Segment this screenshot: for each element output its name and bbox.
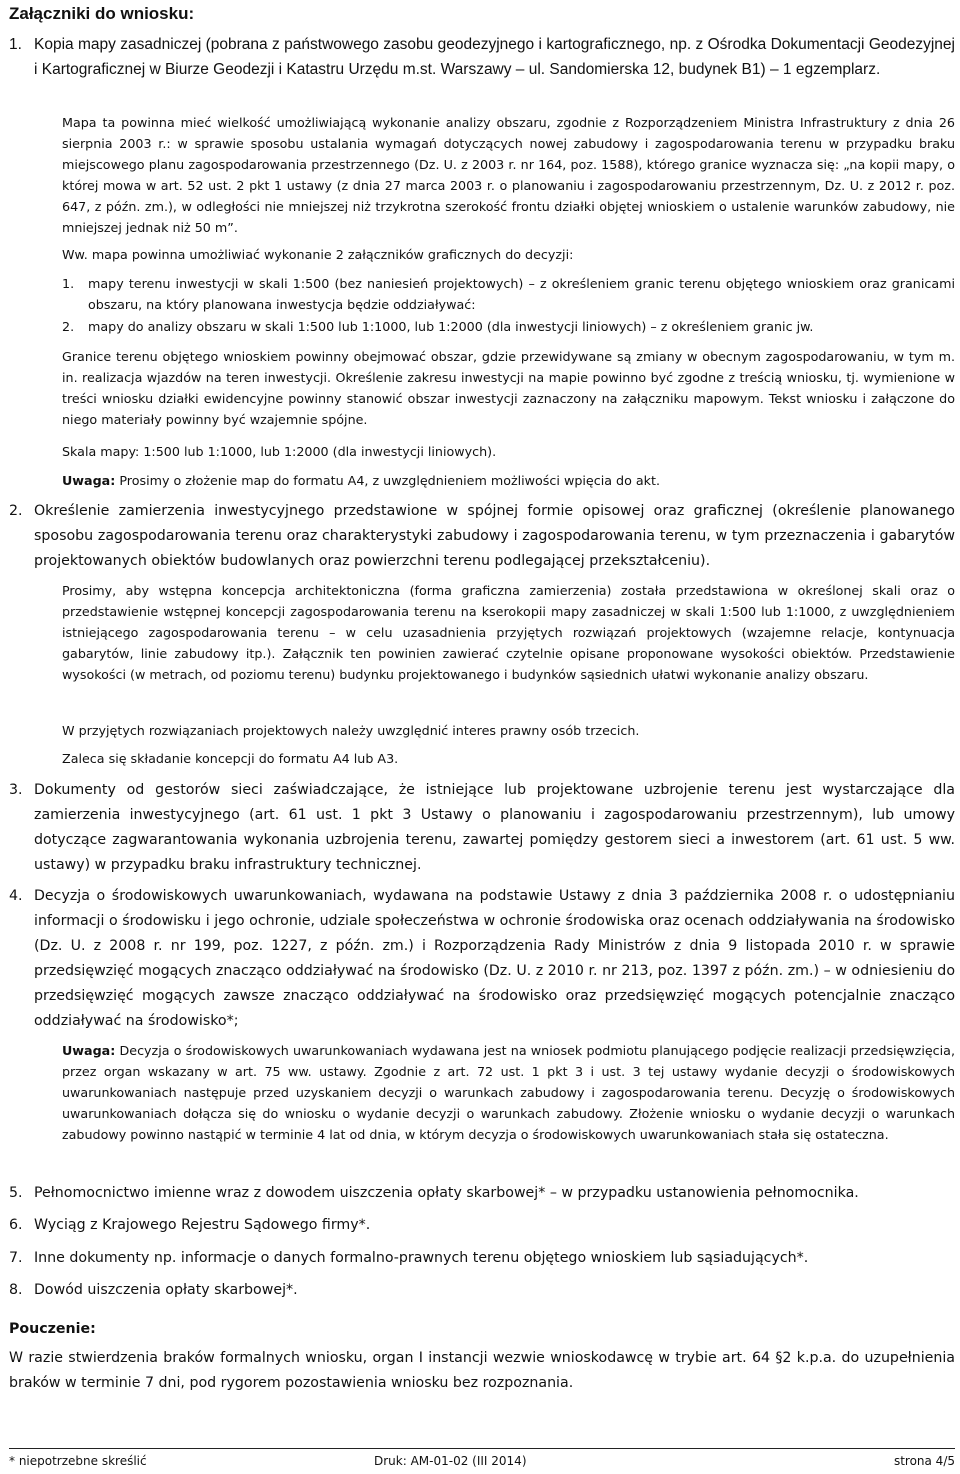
note-text: Prosimy o złożenie map do formatu A4, z uwzględnieniem możliwości wpięcia do akt. [115, 473, 661, 488]
item-text: Dokumenty od gestorów sieci zaświadczające, że istniejące lub projektowane uzbrojenie terenu jest wystarczające dla zamierzenia inwestycyjnego (art. 61 ust. 1 pkt 3 Ustawy o planowaniu i zagospodarowaniu przestrzennym), lub umowy dotyczące zagwarantowania wykonania uzbrojenia terenu, zawartej pomiędzy gestorem sieci a inwestorem (art. 61 ust. 5 ww. ustawy) w przypadku braku infrastruktury technicznej. [34, 782, 955, 873]
sub-item-text: mapy terenu inwestycji w skali 1:500 (bez naniesień projektowych) – z określeniem granic terenu objętego wnioskiem oraz granicami obszaru, na który planowana inwestycja będzie oddziaływać: [88, 276, 955, 312]
item-number: 6. [9, 1217, 23, 1233]
footer-divider [9, 1448, 955, 1449]
map-requirements-block [62, 112, 955, 265]
map-attachments-intro: Ww. mapa powinna umożliwiać wykonanie 2 załączników graficznych do decyzji: [62, 247, 574, 262]
note-label: Uwaga: [62, 1043, 116, 1058]
item-number: 3. [9, 782, 23, 798]
note-label: Uwaga: [62, 473, 116, 488]
concept-paragraph: Prosimy, aby wstępna koncepcja architektoniczna (forma graficzna zamierzenia) została przedstawiona w określonej skali oraz o przedstawienie wstępnej koncepcji zagospodarowania terenu na kserokopii mapy zasadniczej w skali 1:500 lub 1:1000, z uwzględnieniem istniejącego zagospodarowania terenu – w celu uzasadnienia przyjętych rozwiązań projektowych (wzajemne relacje, kontynuacja gabarytów, linie zabudowy itp.). Załącznik ten powinien zawierać czytelnie opisane proponowane wysokości obiektów. Przedstawienie wysokości (w metrach, od poziomu terenu) budynku projektowanego i budynków sąsiednich ułatwi wykonanie analizy obszaru. [62, 583, 955, 682]
item-text: Kopia mapy zasadniczej (pobrana z państwowego zasobu geodezyjnego i kartograficznego, np. z Ośrodka Dokumentacji Geodezyjnej i Kartograficznej w Biurze Geodezji i Katastru Urzędu m.st. Warszawy – ul. Sandomierska 12, budynek B1) – 1 egzemplarz. [34, 36, 955, 78]
item-text: Wyciąg z Krajowego Rejestru Sądowego firmy*. [34, 1217, 371, 1233]
list-item-7 [9, 1246, 955, 1271]
third-party-paragraph: W przyjętych rozwiązaniach projektowych należy uwzględnić interes prawny osób trzecich. [62, 723, 640, 738]
instruction-title: Pouczenie: [9, 1321, 96, 1337]
item-number: 4. [9, 888, 23, 904]
map-scale-note: Skala mapy: 1:500 lub 1:1000, lub 1:2000 (dla inwestycji liniowych). [62, 444, 497, 459]
format-paragraph: Zaleca się składanie koncepcji do formatu A4 lub A3. [62, 751, 399, 766]
item-number: 8. [9, 1282, 23, 1298]
form-code: Druk: AM-01-02 (III 2014) [374, 1454, 527, 1468]
sub-item-2 [62, 316, 955, 337]
attachments-heading: Załączniki do wniosku: [9, 4, 195, 23]
item-number: 2. [9, 503, 23, 519]
item-number: 7. [9, 1250, 23, 1266]
list-item-8 [9, 1278, 955, 1303]
environmental-note [62, 1040, 955, 1145]
item-text: Inne dokumenty np. informacje o danych formalno-prawnych terenu objętego wnioskiem lub sąsiadujących*. [34, 1250, 809, 1266]
list-item-2 [9, 499, 955, 574]
sub-item-1 [62, 273, 955, 315]
boundaries-paragraph: Granice terenu objętego wnioskiem powinny obejmować obszar, gdzie przewidywane są zmiany w obecnym zagospodarowaniu, w tym m. in. realizacja wjazdów na teren inwestycji. Określenie zakresu inwestycji na mapie powinno być zgodne z treścią wniosku, tj. wymienione w treści wniosku działki ewidencyjne powinny stanowić obszar inwestycji zaznaczony na załączniku mapowym. Tekst wniosku i załączone do niego materiały powinny być wzajemnie spójne. [62, 349, 955, 427]
note-paragraph [62, 470, 955, 491]
list-item-1 [9, 32, 955, 82]
item-text: Określenie zamierzenia inwestycyjnego przedstawione w spójnej formie opisowej oraz graficznej (określenie planowanego sposobu zagospodarowania terenu oraz charakterystyki zabudowy i zagospodarowania terenu, w tym przeznaczenia i gabarytów projektowanych obiektów budowlanych oraz powierzchni terenu podlegającej przekształceniu). [34, 503, 955, 569]
footer-note: * niepotrzebne skreślić [9, 1454, 147, 1468]
note-text: Decyzja o środowiskowych uwarunkowaniach wydawana jest na wniosek podmiotu planującego podjęcie realizacji przedsięwzięcia, przez organ wskazany w art. 75 ww. ustawy. Zgodnie z art. 72 ust. 1 pkt 3 i ust. 3 tej ustawy wydanie decyzji o środowiskowych uwarunkowaniach następuje przed uzyskaniem decyzji o warunkach zabudowy i zagospodarowania terenu. Decyzję o środowiskowych uwarunkowaniach dołącza się do wniosku o wydanie decyzji o warunkach zabudowy. Złożenie wniosku o wydanie decyzji o warunkach zabudowy powinno nastąpić w terminie 4 lat od dnia, w którym decyzja o środowiskowych uwarunkowaniach stała się ostateczna. [62, 1043, 955, 1142]
item-number: 1. [9, 36, 22, 53]
item-number: 5. [9, 1185, 23, 1201]
instruction-text: W razie stwierdzenia braków formalnych wniosku, organ I instancji wezwie wnioskodawcę w trybie art. 64 §2 k.p.a. do uzupełnienia braków w terminie 7 dni, pod rygorem pozostawienia wniosku bez rozpoznania. [9, 1350, 955, 1391]
item-text: Dowód uiszczenia opłaty skarbowej*. [34, 1282, 298, 1298]
page-number: strona 4/5 [893, 1454, 955, 1468]
list-item-6 [9, 1213, 955, 1238]
sub-item-text: mapy do analizy obszaru w skali 1:500 lub 1:1000, lub 1:2000 (dla inwestycji liniowych) – z określeniem granic jw. [88, 319, 814, 334]
map-requirements-paragraph: Mapa ta powinna mieć wielkość umożliwiającą wykonanie analizy obszaru, zgodnie z Rozporządzeniem Ministra Infrastruktury z dnia 26 sierpnia 2003 r.: w sprawie sposobu ustalania wymagań dotyczących nowej zabudowy i zagospodarowania terenu w przypadku braku miejscowego planu zagospodarowania przestrzennego (Dz. U. z 2003 r. nr 164, poz. 1588), którego granice wyznacza się: „na kopii mapy, o której mowa w art. 52 ust. 2 pkt 1 ustawy (z dnia 27 marca 2003 r. o planowaniu i zagospodarowaniu przestrzennym, Dz. U. z 2012 r. poz. 647, z późn. zm.), w odległości nie mniejszej niż trzykrotna szerokość frontu działki objętej wnioskiem o ustalenie warunków zabudowy, nie mniejszej jednak niż 50 m”. [62, 115, 955, 235]
item-text: Decyzja o środowiskowych uwarunkowaniach, wydawana na podstawie Ustawy z dnia 3 października 2008 r. o udostępnianiu informacji o środowisku i jego ochronie, udziale społeczeństwa w ochronie środowiska oraz ocenach oddziaływania na środowisko (Dz. U. z 2008 r. nr 199, poz. 1227, z późn. zm.) i Rozporządzenia Rady Ministrów z dnia 9 listopada 2010 r. w sprawie przedsięwzięć mogących znacząco oddziaływać na środowisko (Dz. U. z 2010 r. nr 213, poz. 1397 z późn. zm.) – w odniesieniu do przedsięwzięć mogących zawsze znacząco oddziaływać na środowisko oraz przedsięwzięć mogących potencjalnie znacząco oddziaływać na środowisko*; [34, 888, 955, 1029]
sub-item-number: 1. [62, 276, 75, 291]
list-item-3 [9, 778, 955, 878]
item-text: Pełnomocnictwo imienne wraz z dowodem uiszczenia opłaty skarbowej* – w przypadku ustanowienia pełnomocnika. [34, 1185, 859, 1201]
list-item-4 [9, 884, 955, 1034]
list-item-5 [9, 1181, 955, 1206]
sub-item-number: 2. [62, 319, 75, 334]
